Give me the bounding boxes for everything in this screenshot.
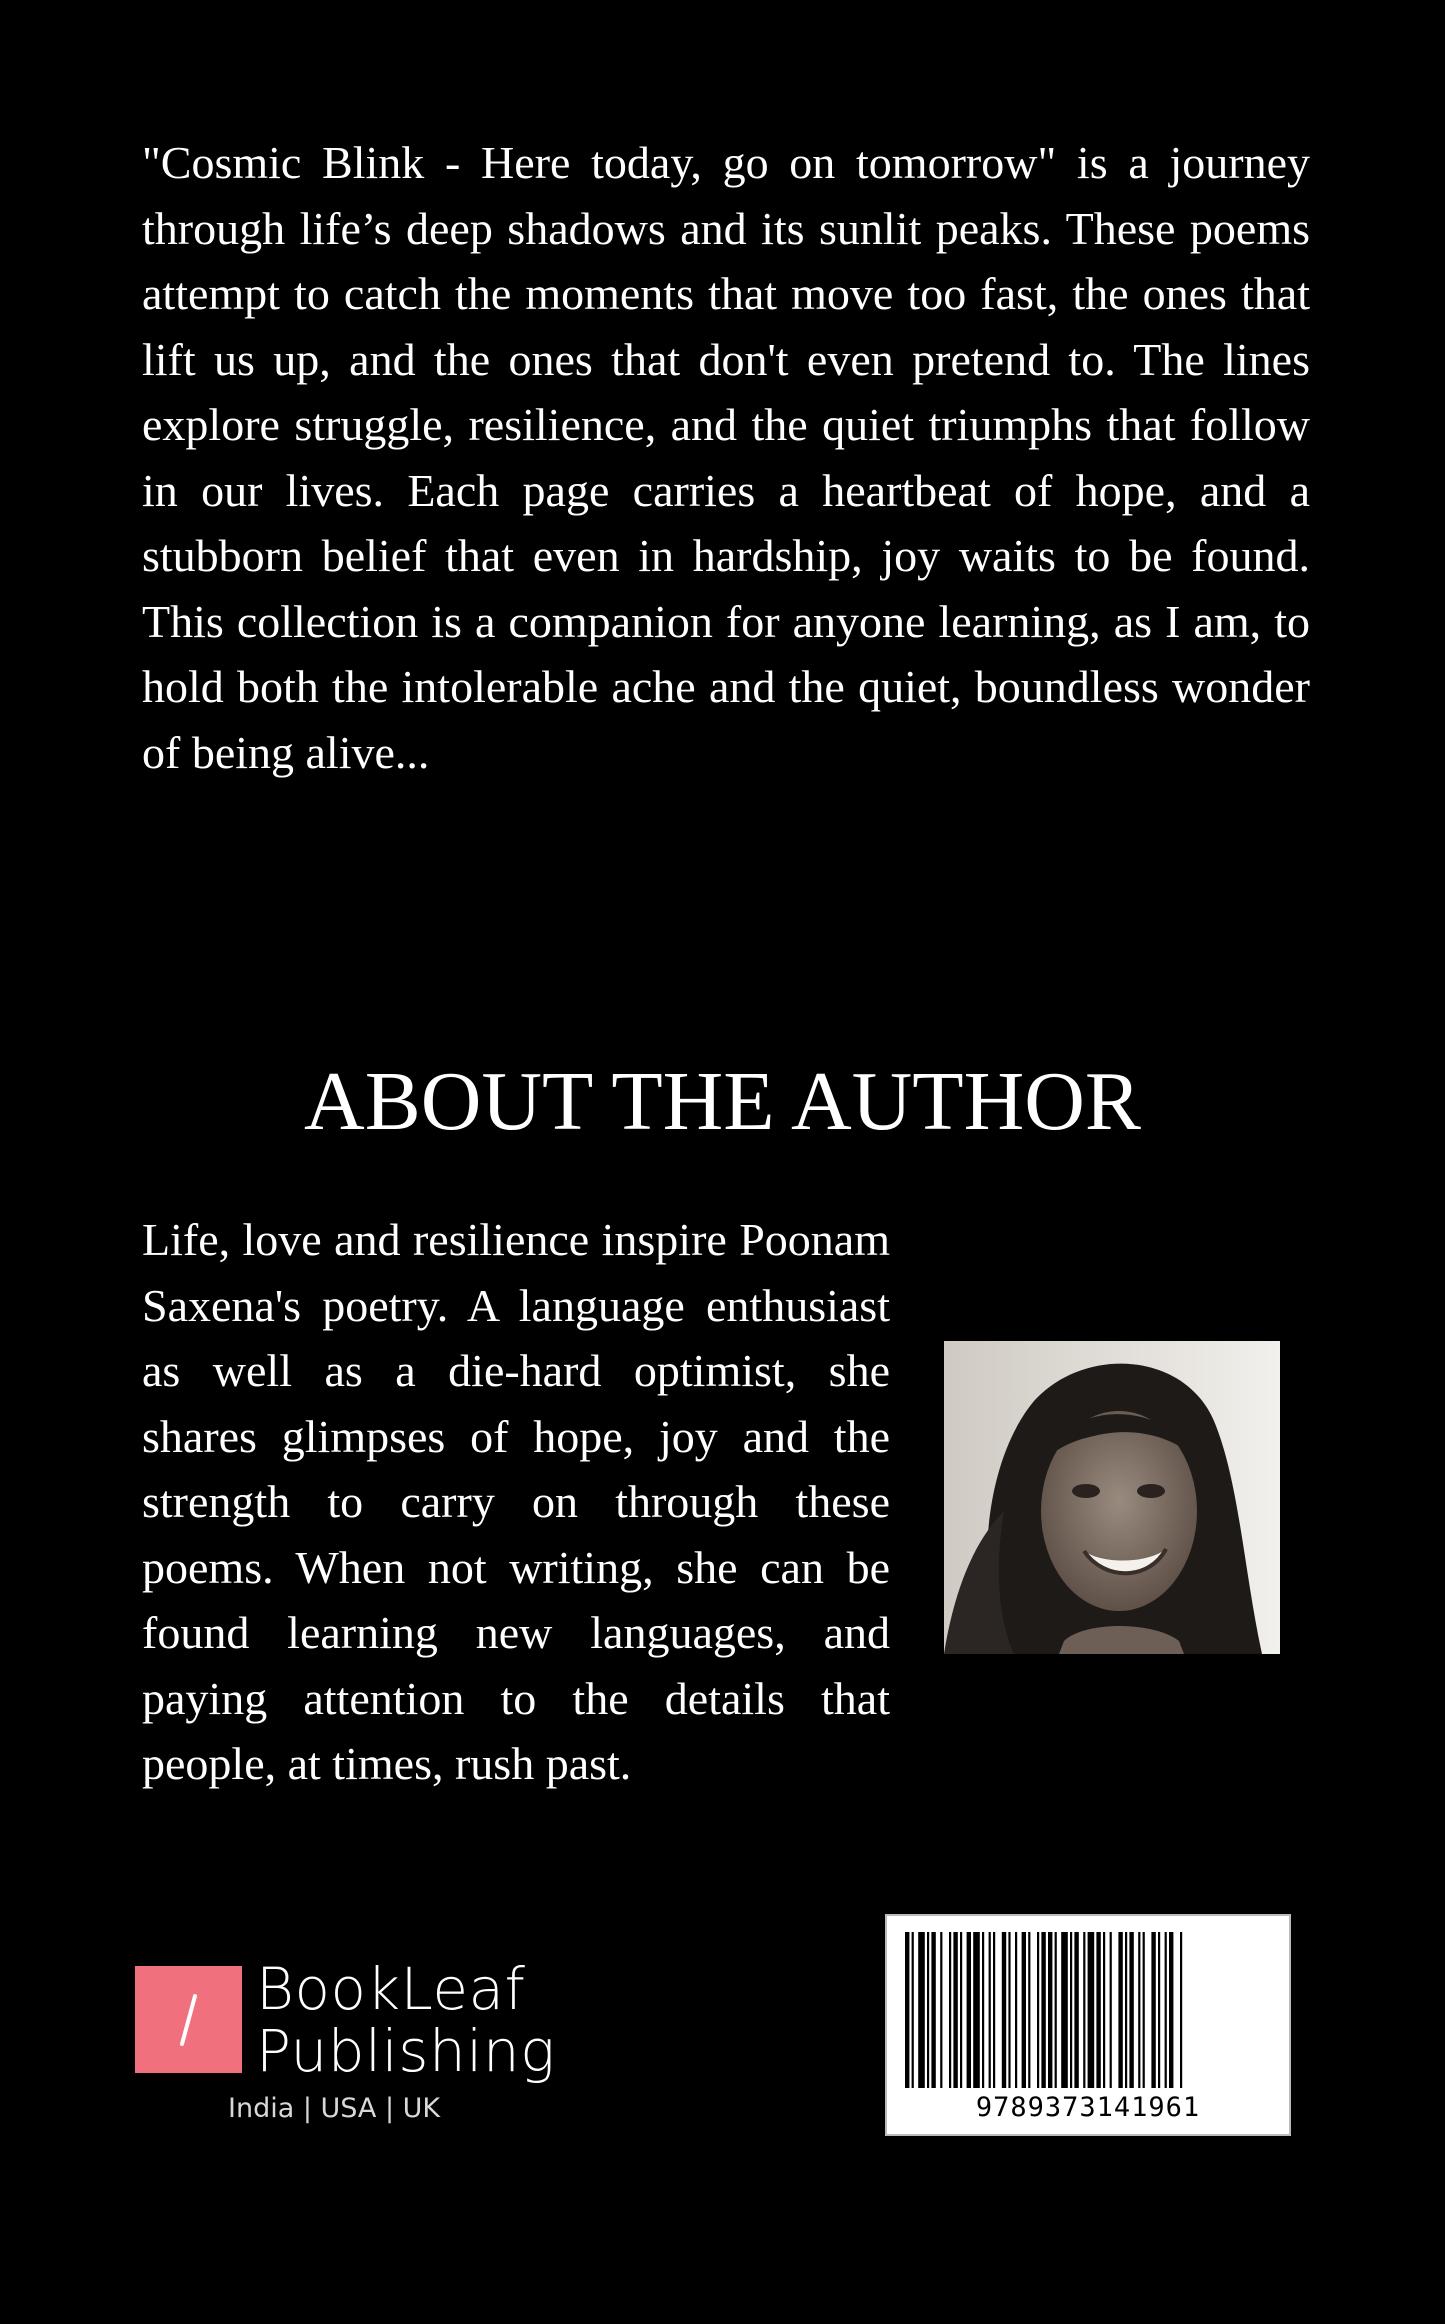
barcode-icon bbox=[905, 1932, 1271, 2088]
barcode-bar bbox=[1037, 1932, 1039, 2088]
publisher-locations: India | USA | UK bbox=[228, 2093, 441, 2124]
barcode-bar bbox=[953, 1932, 957, 2088]
barcode-bar bbox=[1125, 1932, 1127, 2088]
publisher-name-line2: Publishing bbox=[256, 2017, 556, 2085]
barcode-bar bbox=[1028, 1932, 1030, 2088]
barcode-bar bbox=[927, 1932, 929, 2088]
isbn-number: 9789373141961 bbox=[975, 2092, 1201, 2123]
barcode-bar bbox=[1118, 1932, 1122, 2088]
barcode-bar bbox=[949, 1932, 951, 2088]
barcode-bar bbox=[989, 1932, 991, 2088]
barcode-bar bbox=[1083, 1932, 1085, 2088]
barcode-bar bbox=[993, 1932, 995, 2088]
barcode-bar bbox=[1096, 1932, 1100, 2088]
publisher-logo-icon bbox=[135, 1966, 242, 2073]
publisher-name bbox=[256, 1955, 556, 2085]
barcode-bar bbox=[905, 1932, 909, 2088]
barcode-bar bbox=[973, 1932, 980, 2088]
barcode-bar bbox=[1061, 1932, 1068, 2088]
barcode-bar bbox=[982, 1932, 984, 2088]
barcode-bar bbox=[1169, 1932, 1173, 2088]
barcode-bar bbox=[931, 1932, 935, 2088]
barcode-bar bbox=[1070, 1932, 1072, 2088]
about-author-heading: ABOUT THE AUTHOR bbox=[304, 1055, 1141, 1148]
barcode-bar bbox=[960, 1932, 962, 2088]
barcode-bar bbox=[1110, 1932, 1112, 2088]
barcode-bar bbox=[1103, 1932, 1105, 2088]
barcode-bar bbox=[1088, 1932, 1095, 2088]
barcode-bar bbox=[1048, 1932, 1052, 2088]
author-photo bbox=[944, 1341, 1280, 1654]
barcode-bar bbox=[940, 1932, 942, 2088]
barcode-bar bbox=[1151, 1932, 1155, 2088]
author-bio: Life, love and resilience inspire Poonam Saxena's poetry. A language enthusiast as well as a die-hard optimist, she shares glimpses of hope, joy and the strength to carry on through these poems. When not writing, she can be found learning new languages, and paying attention to the details that people, at times, rush past. bbox=[142, 1214, 890, 1789]
barcode-bar bbox=[1041, 1932, 1045, 2088]
barcode-bar bbox=[1143, 1932, 1145, 2088]
barcode-bar bbox=[1074, 1932, 1078, 2088]
publisher-name-line1: BookLeaf bbox=[256, 1955, 526, 2023]
barcode-bar bbox=[912, 1932, 914, 2088]
barcode-bar bbox=[967, 1932, 971, 2088]
isbn-barcode bbox=[885, 1914, 1291, 2136]
barcode-bar bbox=[918, 1932, 925, 2088]
barcode-bar bbox=[1158, 1932, 1160, 2088]
author-portrait-icon bbox=[944, 1341, 1280, 1654]
barcode-bar bbox=[1002, 1932, 1006, 2088]
barcode-bar bbox=[1022, 1932, 1026, 2088]
barcode-bar bbox=[1129, 1932, 1133, 2088]
book-blurb: "Cosmic Blink - Here today, go on tomorrow" is a journey through life’s deep shadows and its sunlit peaks. These poems attempt to catch the moments that move too fast, the ones that lift us up, and the ones that don't even pretend to. The lines explore struggle, resilience, and the quiet triumphs that follow in our lives. Each page carries a heartbeat of hope, and a stubborn belief that even in hardship, joy waits to be found. This collection is a companion for anyone learning, as I am, to hold both the intolerable ache and the quiet, boundless wonder of being alive... bbox=[142, 137, 1310, 778]
barcode-bar bbox=[1138, 1932, 1140, 2088]
barcode-bar bbox=[1180, 1932, 1182, 2088]
barcode-bar bbox=[1008, 1932, 1010, 2088]
barcode-bar bbox=[1055, 1932, 1057, 2088]
barcode-bar bbox=[1165, 1932, 1167, 2088]
barcode-bar bbox=[1015, 1932, 1017, 2088]
